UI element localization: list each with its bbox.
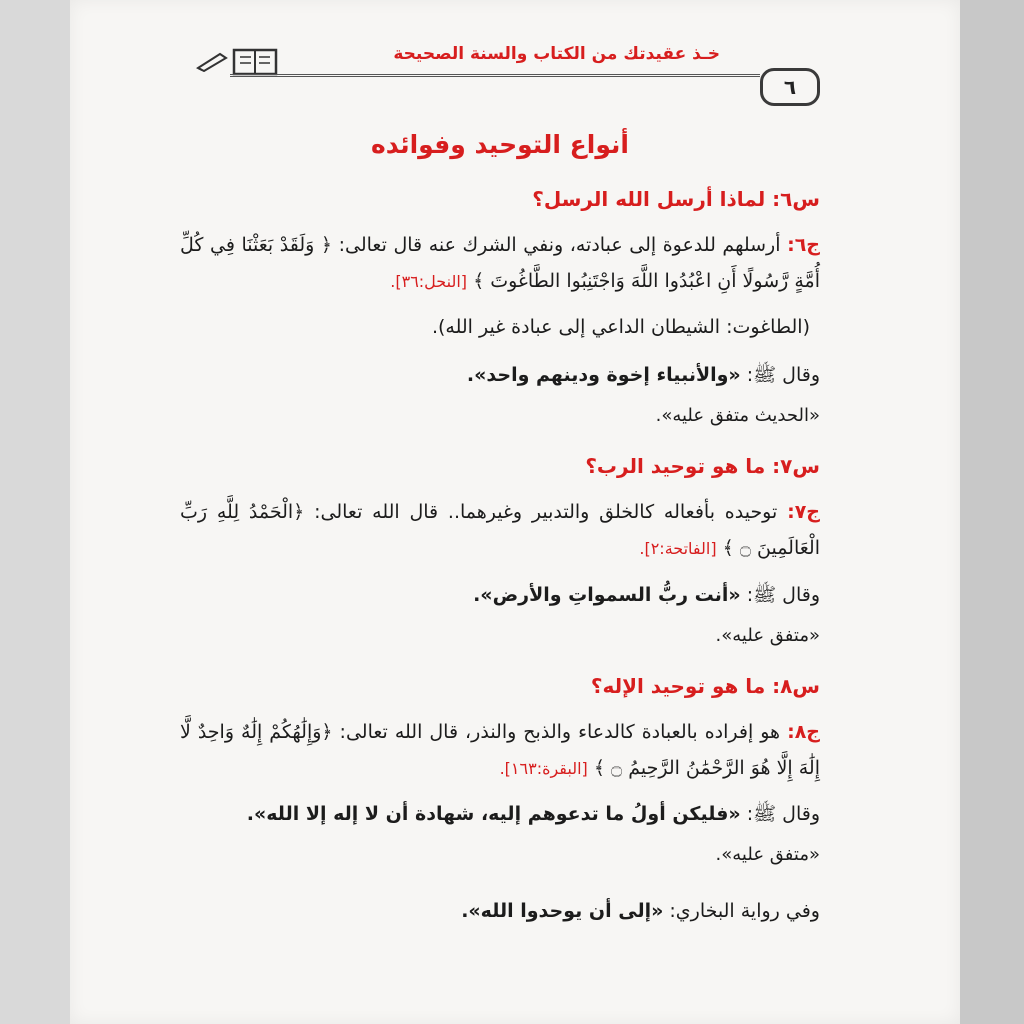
page-right-edge [958,0,1024,1024]
answer-8-reference: [البقرة:١٦٣]. [499,758,588,778]
question-7: س٧: ما هو توحيد الرب؟ [585,454,820,479]
pen-icon [196,50,230,72]
answer-7-verse: ﴿الْحَمْدُ لِلَّهِ رَبِّ الْعَالَمِينَ ۝ ﴾ [180,501,820,560]
page-number: ٦ [760,68,820,106]
page-content [180,130,820,941]
hadith-8 [180,796,820,832]
hadith-6-text: «والأنبياء إخوة ودينهم واحد». [466,364,741,387]
page-left-edge [0,0,70,1024]
question-8: س٨: ما هو توحيد الإله؟ [590,673,820,698]
section-title: أنواع التوحيد وفوائده [371,130,629,159]
hadith-7-source: «متفق عليه». [715,624,820,646]
bukhari-text: «إلى أن يوحدوا الله». [461,899,664,922]
hadith-6-source: «الحديث متفق عليه». [655,405,820,427]
running-header-title: خـذ عقيدتك من الكتاب والسنة الصحيحة [393,44,720,64]
answer-8-text: هو إفراده بالعبادة كالدعاء والذبح والنذر، قال الله تعالى: [339,720,781,743]
answer-6-text: أرسلهم للدعوة إلى عبادته، ونفي الشرك عنه قال تعالى: [338,234,781,256]
hadith-6 [180,357,820,393]
question-6: س٦: لماذا أرسل الله الرسل؟ [532,187,820,211]
answer-7 [180,494,820,566]
hadith-7-text: «أنت ربُّ السمواتِ والأرض». [473,583,741,606]
page-header [170,38,830,108]
hadith-8-text: «فليكن أولُ ما تدعوهم إليه، شهادة أن لا إله إلا الله». [246,802,741,825]
bukhari-intro: وفي رواية البخاري: [669,899,820,922]
hadith-8-intro: وقال ﷺ: [746,802,820,825]
header-rule [230,74,760,77]
answer-7-text: توحيده بأفعاله كالخلق والتدبير وغيرهما.. قال الله تعالى: [314,501,778,524]
answer-6-label: ج٦: [787,234,820,256]
answer-6-reference: [النحل:٣٦]. [390,272,468,292]
hadith-8-source: «متفق عليه». [715,843,820,865]
bukhari-narration [180,893,820,929]
answer-8-label: ج٨: [787,720,820,743]
hadith-7-intro: وقال ﷺ: [746,583,820,606]
hadith-6-intro: وقال ﷺ: [746,364,820,387]
answer-8 [180,714,820,786]
taghut-note: (الطاغوت: الشيطان الداعي إلى عبادة غير الله). [431,316,810,339]
answer-6-verse: ﴿ وَلَقَدْ بَعَثْنَا فِي كُلِّ أُمَّةٍ رَّسُولًا أَنِ اعْبُدُوا اللَّهَ وَاجْتَنِبُوا الطَّاغُوتَ ﴾ [180,234,820,293]
answer-7-label: ج٧: [787,501,820,524]
hadith-7 [180,577,820,613]
answer-8-verse: ﴿وَإِلَٰهُكُمْ إِلَٰهٌ وَاحِدٌ لَّا إِلَٰهَ إِلَّا هُوَ الرَّحْمَٰنُ الرَّحِيمُ ۝ ﴾ [180,720,820,779]
answer-6 [180,227,820,299]
answer-7-reference: [الفاتحة:٢]. [639,539,717,559]
